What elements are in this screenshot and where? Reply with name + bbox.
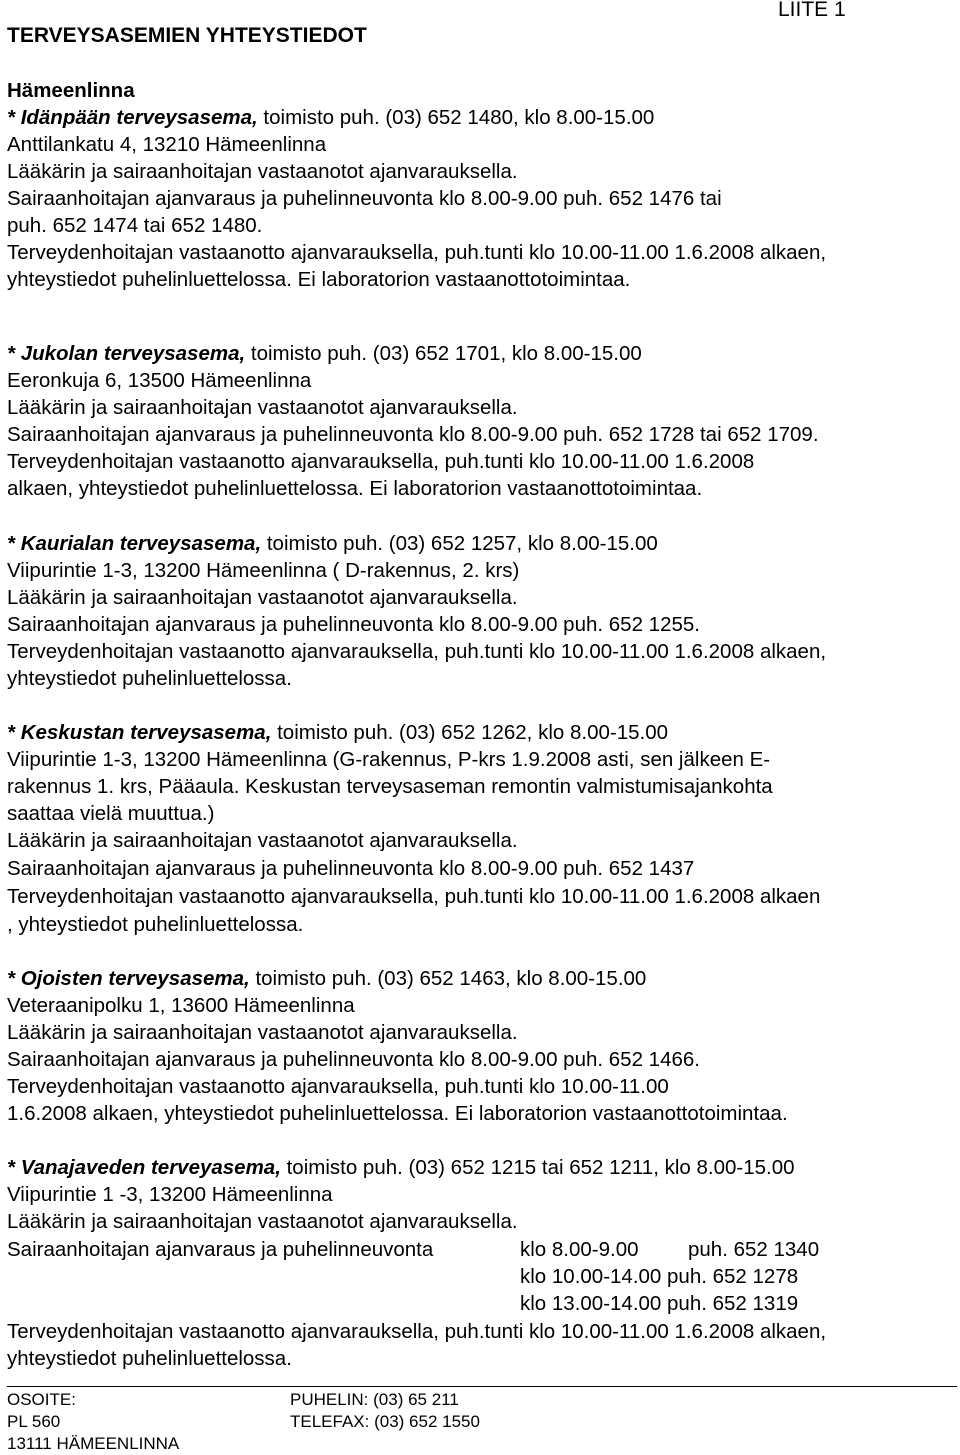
station-contact: toimisto puh. (03) 652 1215 tai 652 1211, klo 8.00-15.00 (286, 1156, 795, 1179)
station-line: Lääkärin ja sairaanhoitajan vastaanotot ajanvarauksella. (7, 1210, 518, 1233)
station-line: Lääkärin ja sairaanhoitajan vastaanotot ajanvarauksella. (7, 1021, 518, 1044)
station-contact: toimisto puh. (03) 652 1262, klo 8.00-15.00 (277, 721, 669, 744)
station-line: puh. 652 1474 tai 652 1480. (7, 214, 263, 237)
station-line: Lääkärin ja sairaanhoitajan vastaanotot ajanvarauksella. (7, 160, 518, 183)
station-heading-vanajavesi: * Vanajaveden terveyasema, toimisto puh. (03) 652 1215 tai 652 1211, klo 8.00-15.00 (7, 1156, 795, 1179)
phone-table-time: klo 10.00-14.00 puh. 652 1278 (520, 1265, 799, 1288)
station-line: Terveydenhoitajan vastaanotto ajanvarauksella, puh.tunti klo 10.00-11.00 1.6.2008 alkaen (7, 885, 821, 908)
station-line: Viipurintie 1-3, 13200 Hämeenlinna (G-rakennus, P-krs 1.9.2008 asti, sen jälkeen E- (7, 748, 771, 771)
station-heading-kauriala: * Kaurialan terveysasema, toimisto puh. (03) 652 1257, klo 8.00-15.00 (7, 532, 658, 555)
station-name: Vanajaveden terveyasema, (20, 1156, 281, 1179)
station-line: alkaen, yhteystiedot puhelinluettelossa. Ei laboratorion vastaanottotoimintaa. (7, 477, 703, 500)
station-line: Sairaanhoitajan ajanvaraus ja puhelinneuvonta klo 8.00-9.00 puh. 652 1255. (7, 613, 700, 636)
station-name: Jukolan terveysasema, (20, 342, 246, 365)
station-heading-keskusta: * Keskustan terveysasema, toimisto puh. (03) 652 1262, klo 8.00-15.00 (7, 721, 669, 744)
footer-postal: 13111 HÄMEENLINNA (7, 1434, 180, 1453)
footer-po-box: PL 560 (7, 1412, 61, 1431)
station-line: 1.6.2008 alkaen, yhteystiedot puhelinluettelossa. Ei laboratorion vastaanottotoimintaa. (7, 1102, 788, 1125)
footer-address-label: OSOITE: (7, 1390, 76, 1409)
station-heading-jukola: * Jukolan terveysasema, toimisto puh. (03) 652 1701, klo 8.00-15.00 (7, 342, 642, 365)
station-contact: toimisto puh. (03) 652 1480, klo 8.00-15.00 (263, 106, 655, 129)
station-line: yhteystiedot puhelinluettelossa. (7, 1347, 292, 1370)
station-line: Eeronkuja 6, 13500 Hämeenlinna (7, 369, 312, 392)
station-line: saattaa vielä muuttua.) (7, 802, 215, 825)
station-contact: toimisto puh. (03) 652 1463, klo 8.00-15.00 (255, 967, 647, 990)
station-name: Idänpään terveysasema, (20, 106, 258, 129)
station-line: Terveydenhoitajan vastaanotto ajanvarauksella, puh.tunti klo 10.00-11.00 1.6.2008 (7, 450, 755, 473)
station-line: Terveydenhoitajan vastaanotto ajanvarauksella, puh.tunti klo 10.00-11.00 (7, 1075, 669, 1098)
footer-fax: TELEFAX: (03) 652 1550 (290, 1412, 480, 1431)
station-line: Terveydenhoitajan vastaanotto ajanvarauksella, puh.tunti klo 10.00-11.00 1.6.2008 alkaen, (7, 1320, 827, 1343)
footer-divider (7, 1386, 957, 1387)
station-heading-ojoinen: * Ojoisten terveysasema, toimisto puh. (03) 652 1463, klo 8.00-15.00 (7, 967, 647, 990)
station-line: Sairaanhoitajan ajanvaraus ja puhelinneuvonta klo 8.00-9.00 puh. 652 1476 tai (7, 187, 722, 210)
attachment-label: LIITE 1 (778, 0, 846, 21)
station-line: Anttilankatu 4, 13210 Hämeenlinna (7, 133, 327, 156)
city-heading: Hämeenlinna (7, 79, 135, 102)
station-name: Keskustan terveysasema, (20, 721, 272, 744)
station-heading-idanpaa: * Idänpään terveysasema, toimisto puh. (03) 652 1480, klo 8.00-15.00 (7, 106, 655, 129)
station-line: yhteystiedot puhelinluettelossa. Ei laboratorion vastaanottotoimintaa. (7, 268, 631, 291)
phone-table-label: Sairaanhoitajan ajanvaraus ja puhelinneuvonta (7, 1238, 434, 1261)
station-contact: toimisto puh. (03) 652 1257, klo 8.00-15.00 (266, 532, 658, 555)
station-line: Terveydenhoitajan vastaanotto ajanvarauksella, puh.tunti klo 10.00-11.00 1.6.2008 alkaen, (7, 241, 827, 264)
station-line: , yhteystiedot puhelinluettelossa. (7, 913, 304, 936)
station-line: Viipurintie 1 -3, 13200 Hämeenlinna (7, 1183, 333, 1206)
station-name: Kaurialan terveysasema, (20, 532, 262, 555)
phone-table-time: klo 13.00-14.00 puh. 652 1319 (520, 1292, 799, 1315)
station-name: Ojoisten terveysasema, (20, 967, 250, 990)
station-line: Viipurintie 1-3, 13200 Hämeenlinna ( D-rakennus, 2. krs) (7, 559, 520, 582)
station-line: Terveydenhoitajan vastaanotto ajanvarauksella, puh.tunti klo 10.00-11.00 1.6.2008 alkaen, (7, 640, 827, 663)
station-line: Veteraanipolku 1, 13600 Hämeenlinna (7, 994, 355, 1017)
station-line: Sairaanhoitajan ajanvaraus ja puhelinneuvonta klo 8.00-9.00 puh. 652 1728 tai 652 1709. (7, 423, 819, 446)
phone-table-phone: puh. 652 1340 (688, 1238, 820, 1261)
phone-table-time: klo 8.00-9.00 (520, 1238, 639, 1261)
station-line: Sairaanhoitajan ajanvaraus ja puhelinneuvonta klo 8.00-9.00 puh. 652 1466. (7, 1048, 700, 1071)
station-contact: toimisto puh. (03) 652 1701, klo 8.00-15.00 (250, 342, 642, 365)
footer-phone: PUHELIN: (03) 65 211 (290, 1390, 459, 1409)
station-line: yhteystiedot puhelinluettelossa. (7, 667, 292, 690)
page-title: TERVEYSASEMIEN YHTEYSTIEDOT (7, 24, 367, 47)
station-line: Lääkärin ja sairaanhoitajan vastaanotot ajanvarauksella. (7, 396, 518, 419)
station-line: Lääkärin ja sairaanhoitajan vastaanotot ajanvarauksella. (7, 829, 518, 852)
station-line: Lääkärin ja sairaanhoitajan vastaanotot ajanvarauksella. (7, 586, 518, 609)
station-line: Sairaanhoitajan ajanvaraus ja puhelinneuvonta klo 8.00-9.00 puh. 652 1437 (7, 857, 695, 880)
station-line: rakennus 1. krs, Pääaula. Keskustan terveysaseman remontin valmistumisajankohta (7, 775, 773, 798)
